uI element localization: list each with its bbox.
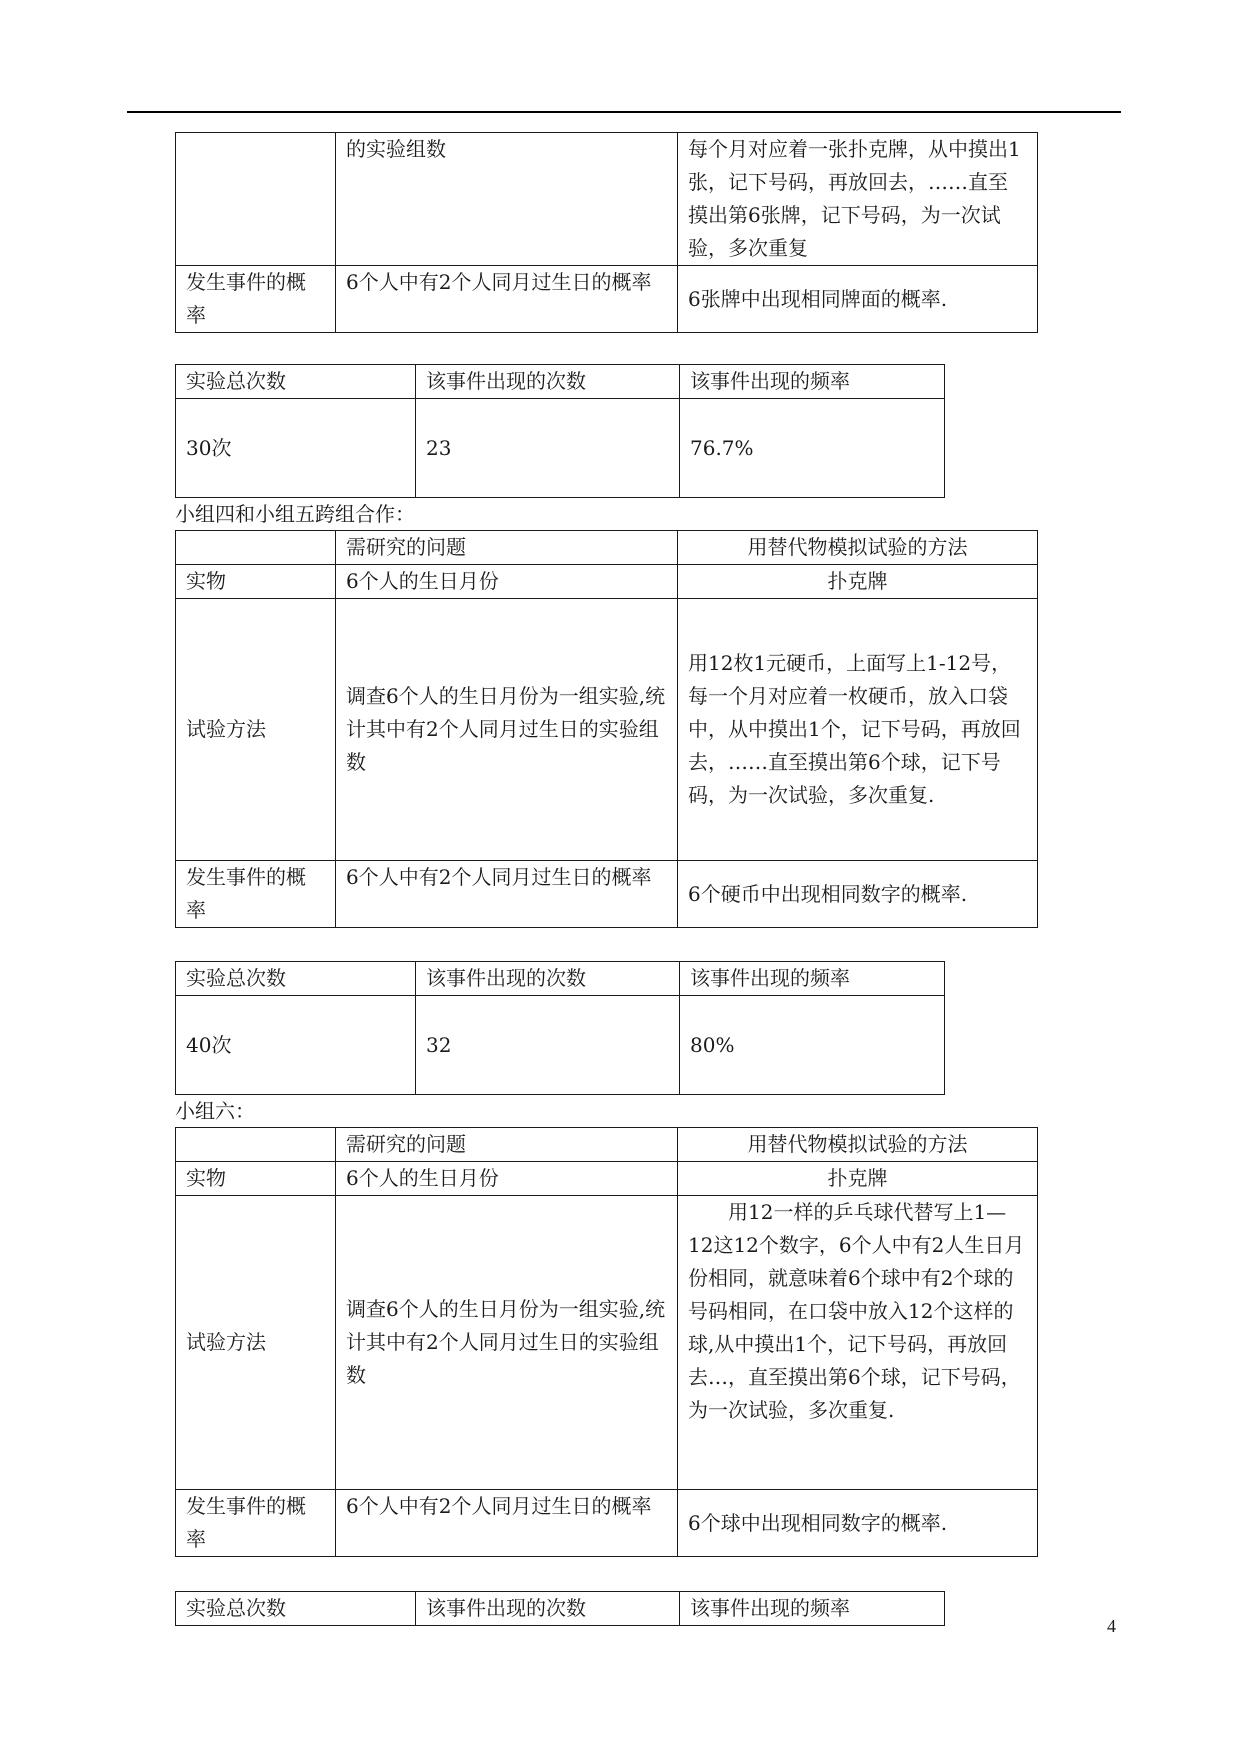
method-simulation: 用12枚1元硬币，上面写上1-12号，每一个月对应着一枚硬币，放入口袋中，从中摸出1个，记下号码，再放回去，……直至摸出第6个球，记下号码，为一次试验，多次重复.	[678, 599, 1038, 861]
col-event-frequency: 该事件出现的频率	[680, 962, 945, 996]
row-label-object: 实物	[176, 565, 336, 599]
method-question: 调查6个人的生日月份为一组实验,统计其中有2个人同月过生日的实验组数	[336, 599, 678, 861]
group45-table	[175, 530, 1038, 928]
value-event-frequency: 76.7%	[680, 399, 945, 498]
group6-table	[175, 1127, 1038, 1557]
object-question: 6个人的生日月份	[336, 1162, 678, 1196]
col-total-trials: 实验总次数	[176, 365, 416, 399]
header-rule	[127, 111, 1121, 113]
header-empty	[176, 531, 336, 565]
cell-probability-question: 6个人中有2个人同月过生日的概率	[336, 266, 678, 333]
section-label-group6: 小组六：	[175, 1099, 255, 1123]
cell-method: 每个月对应着一张扑克牌，从中摸出1张，记下号码，再放回去，……直至摸出第6张牌，记下号码，为一次试验，多次重复	[678, 133, 1038, 266]
method-simulation: 用12一样的乒乓球代替写上1—12这12个数字，6个人中有2人生日月份相同，就意味着6个球中有2个球的号码相同，在口袋中放入12个这样的球,从中摸出1个，记下号码，再放回去…，直至摸出第6个球，记下号码，为一次试验，多次重复.	[678, 1196, 1038, 1490]
value-total-trials: 30次	[176, 399, 416, 498]
object-substitute: 扑克牌	[678, 565, 1038, 599]
value-event-count: 23	[416, 399, 680, 498]
result-table-2	[175, 961, 945, 1095]
cell-probability-method: 6张牌中出现相同牌面的概率.	[678, 266, 1038, 333]
probability-question: 6个人中有2个人同月过生日的概率	[336, 861, 678, 928]
col-event-count: 该事件出现的次数	[416, 365, 680, 399]
probability-question: 6个人中有2个人同月过生日的概率	[336, 1490, 678, 1557]
header-question: 需研究的问题	[336, 1128, 678, 1162]
col-total-trials: 实验总次数	[176, 962, 416, 996]
probability-simulation: 6个硬币中出现相同数字的概率.	[678, 861, 1038, 928]
row-label-probability: 发生事件的概率	[176, 1490, 336, 1557]
col-total-trials: 实验总次数	[176, 1592, 416, 1626]
method-question: 调查6个人的生日月份为一组实验,统计其中有2个人同月过生日的实验组数	[336, 1196, 678, 1490]
row-label-method: 试验方法	[176, 599, 336, 861]
probability-simulation: 6个球中出现相同数字的概率.	[678, 1490, 1038, 1557]
result-table-3	[175, 1591, 945, 1626]
cell-label-probability: 发生事件的概率	[176, 266, 336, 333]
header-empty	[176, 1128, 336, 1162]
row-label-probability: 发生事件的概率	[176, 861, 336, 928]
header-method: 用替代物模拟试验的方法	[678, 1128, 1038, 1162]
cell-question: 的实验组数	[336, 133, 678, 266]
row-label-method: 试验方法	[176, 1196, 336, 1490]
top-method-table	[175, 132, 1038, 333]
row-label-object: 实物	[176, 1162, 336, 1196]
header-method: 用替代物模拟试验的方法	[678, 531, 1038, 565]
col-event-count: 该事件出现的次数	[416, 962, 680, 996]
value-event-frequency: 80%	[680, 996, 945, 1095]
page-number: 4	[1107, 1616, 1116, 1636]
header-question: 需研究的问题	[336, 531, 678, 565]
section-label-group45: 小组四和小组五跨组合作：	[175, 502, 415, 526]
value-total-trials: 40次	[176, 996, 416, 1095]
col-event-frequency: 该事件出现的频率	[680, 365, 945, 399]
col-event-frequency: 该事件出现的频率	[680, 1592, 945, 1626]
result-table-1	[175, 364, 945, 498]
object-question: 6个人的生日月份	[336, 565, 678, 599]
cell-empty	[176, 133, 336, 266]
col-event-count: 该事件出现的次数	[416, 1592, 680, 1626]
object-substitute: 扑克牌	[678, 1162, 1038, 1196]
value-event-count: 32	[416, 996, 680, 1095]
